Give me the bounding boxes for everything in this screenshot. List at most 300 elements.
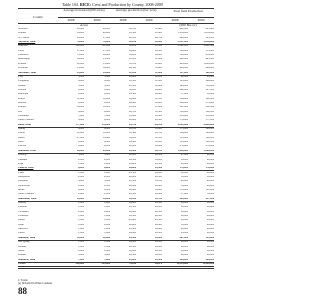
table-cell: 28,500 xyxy=(128,245,136,248)
table-cell: 29,000 xyxy=(128,210,136,213)
table-cell: 29,900 xyxy=(128,75,136,78)
table-cell: 1,256,000 xyxy=(203,32,214,35)
table-cell: 30,000 xyxy=(128,58,136,61)
table-cell: 2,000 xyxy=(104,158,110,161)
table-cell: 58,000 xyxy=(206,193,214,196)
table-cell: 4,000 xyxy=(78,188,84,191)
table-cell: 2,000 xyxy=(104,193,110,196)
county-name: Saline xyxy=(18,249,25,252)
table-cell: 11,424,000 xyxy=(202,262,214,265)
table-cell: 28,000 xyxy=(128,232,136,235)
table-row xyxy=(18,193,214,196)
table-cell: 508,000 xyxy=(179,49,188,52)
table-cell: 11,000 xyxy=(102,97,110,100)
district-total-row xyxy=(18,263,214,266)
table-cell: 90,000 xyxy=(206,254,214,257)
table-cell: 89,000 xyxy=(206,154,214,157)
production-units: (000 Bu./ac) xyxy=(179,23,197,27)
table-cell: 2,000 xyxy=(78,223,84,226)
table-cell: 4,000 xyxy=(78,141,84,144)
table-row xyxy=(18,37,214,40)
table-cell: 29,000 xyxy=(206,241,214,244)
table-row xyxy=(18,98,214,101)
table-cell: 6,000 xyxy=(104,167,110,170)
table-cell: 29,500 xyxy=(128,254,136,257)
table-cell: 29,000 xyxy=(206,171,214,174)
table-cell: 59,000 xyxy=(180,158,188,161)
county-name: Clay xyxy=(18,75,23,78)
table-cell: 28,000 xyxy=(128,202,136,204)
table-cell: 31,100 xyxy=(154,136,162,139)
table-cell: 10,000 xyxy=(102,106,110,109)
table-cell: 30,100 xyxy=(128,41,136,44)
table-cell: 3,000 xyxy=(104,180,110,183)
table-cell: 29,000 xyxy=(154,171,162,174)
county-name: Calhoun xyxy=(18,206,27,209)
table-cell: 465,000 xyxy=(205,58,214,61)
table-cell: 28,500 xyxy=(128,215,136,218)
county-name: St. Francis xyxy=(18,36,30,39)
table-cell: 1,000 xyxy=(104,162,110,165)
county-name: Cross xyxy=(18,49,24,52)
table-row xyxy=(18,154,214,157)
table-cell: 2,000 xyxy=(78,175,84,178)
table-cell: 29,500 xyxy=(154,258,162,261)
table-row xyxy=(18,145,214,148)
table-cell: 30,200 xyxy=(128,136,136,139)
table-cell: 30,900 xyxy=(154,62,162,65)
table-cell: 59,000 xyxy=(206,210,214,213)
table-cell: 89,000 xyxy=(180,180,188,183)
county-name: Hempstead xyxy=(18,175,30,178)
table-cell: 59,000 xyxy=(206,175,214,178)
production-group-header: Total field Production xyxy=(173,9,203,13)
table-cell: 1,000 xyxy=(78,215,84,218)
table-cell: 38,000 xyxy=(76,32,84,35)
table-cell: 10,000 xyxy=(76,106,84,109)
table-cell: 28,000 xyxy=(128,241,136,244)
table-cell: 1,000 xyxy=(104,219,110,222)
table-cell: 121,000 xyxy=(205,188,214,191)
county-name: Jackson xyxy=(18,88,27,91)
table-cell: 29,000 xyxy=(128,223,136,226)
table-cell: 122,000 xyxy=(205,110,214,113)
table-cell: 30,500 xyxy=(128,32,136,35)
table-cell: 118,000 xyxy=(179,141,188,144)
table-cell: 29,500 xyxy=(128,141,136,144)
table-cell: 513,000 xyxy=(179,136,188,139)
table-cell: 30,000 xyxy=(154,84,162,87)
table-cell: 4,000 xyxy=(104,110,110,113)
table-cell: 31,200 xyxy=(154,106,162,109)
table-cell: 1,000 xyxy=(78,232,84,235)
table-cell: 695,000 xyxy=(205,28,214,30)
district-total-row xyxy=(18,198,214,201)
table-row xyxy=(18,63,214,66)
table-cell: 9,000 xyxy=(78,145,84,148)
table-cell: 2,000 xyxy=(78,249,84,252)
county-name: Prairie xyxy=(18,97,25,100)
table-cell: 28,800 xyxy=(128,167,136,170)
county-name: Chicot xyxy=(18,132,25,135)
table-cell: 28,000 xyxy=(128,219,136,222)
table-cell: 162,000 xyxy=(205,71,214,74)
table-cell: 2,000 xyxy=(78,210,84,213)
table-cell: 3,000 xyxy=(78,75,84,78)
table-cell: 9,000 xyxy=(78,101,84,104)
table-cell: 57,000 xyxy=(180,93,188,96)
yield-group-header: Average production (bu/ acre) xyxy=(115,8,157,12)
table-cell: 29,900 xyxy=(154,54,162,57)
table-cell: 2,000 xyxy=(78,184,84,187)
table-cell: 29,700 xyxy=(128,110,136,113)
footnote-totals: 1/ Totals xyxy=(18,279,28,282)
table-cell: 2,000 xyxy=(78,93,84,96)
table-row xyxy=(18,128,214,131)
table-cell: 2,000 xyxy=(104,223,110,226)
county-name: Northern, Total xyxy=(18,41,36,44)
table-cell: 28,500 xyxy=(128,93,136,96)
table-cell: 2,000 xyxy=(104,249,110,252)
table-cell: 7,000 xyxy=(78,115,84,117)
table-cell: 8,000 xyxy=(104,88,110,91)
table-bottom-rule xyxy=(18,268,214,269)
table-cell: 1,000 xyxy=(78,219,84,222)
table-cell: 17,000 xyxy=(102,49,110,52)
table-cell: 9,000 xyxy=(104,101,110,104)
table-cell: 28,500 xyxy=(128,171,136,174)
county-name: Northeast, Total xyxy=(18,71,36,74)
year-header: 2009 xyxy=(197,18,205,22)
table-cell: 3,000 xyxy=(104,254,110,257)
table-cell: 29,000 xyxy=(128,184,136,187)
county-column-header: County xyxy=(33,15,43,19)
table-cell: 4,000 xyxy=(104,141,110,144)
table-row xyxy=(18,246,214,249)
table-cell: 59,000 xyxy=(206,249,214,252)
table-cell: 2,000 xyxy=(104,175,110,178)
table-cell: 2,000 xyxy=(104,210,110,213)
table-cell: 6,000 xyxy=(78,80,84,83)
county-name: Southeast, Total xyxy=(18,149,36,152)
page-number: 88 xyxy=(18,286,27,296)
table-cell: 29,500 xyxy=(128,84,136,87)
table-cell: 17,000 xyxy=(76,136,84,139)
table-row xyxy=(18,85,214,88)
table-row xyxy=(18,232,214,235)
table-cell: 29,000 xyxy=(206,202,214,204)
table-cell: 353,000 xyxy=(101,262,110,265)
table-cell: 79,000 xyxy=(102,41,110,44)
table-cell: 40,000 xyxy=(102,32,110,35)
table-cell: 29,500 xyxy=(128,67,136,70)
table-cell: 32,000 xyxy=(76,62,84,65)
table-cell: 28,500 xyxy=(128,206,136,209)
table-cell: 29,000 xyxy=(206,232,214,235)
table-cell: 1,000 xyxy=(78,206,84,209)
county-name: Union xyxy=(18,232,25,235)
table-cell: 301,000 xyxy=(179,106,188,109)
table-cell: 29,000 xyxy=(180,206,188,209)
county-name: Southern, Total xyxy=(18,236,36,239)
table-cell: 1,000 xyxy=(78,228,84,231)
table-row xyxy=(18,224,214,227)
table-cell: 30,000 xyxy=(154,128,162,131)
county-name: Crittenden xyxy=(18,115,29,117)
table-cell: 6,000 xyxy=(78,128,84,131)
table-cell: 26,100 xyxy=(154,123,162,126)
table-cell: 3,000 xyxy=(78,154,84,157)
district-total-row xyxy=(18,150,214,153)
table-cell: 174,000 xyxy=(179,167,188,170)
table-cell: 1,000 xyxy=(104,241,110,244)
table-cell: 204,000 xyxy=(179,258,188,261)
table-cell: 1,000 xyxy=(78,245,84,248)
table-cell: 393,000 xyxy=(179,54,188,57)
table-cell: 1,000 xyxy=(78,202,84,204)
table-cell: 90,000 xyxy=(206,180,214,183)
table-cell: 3,000 xyxy=(104,75,110,78)
table-cell: 443,000 xyxy=(179,67,188,70)
table-cell: 14,000 xyxy=(102,197,110,200)
county-name: Phillips xyxy=(18,106,26,109)
table-cell: 1,159,000 xyxy=(177,32,188,35)
county-name: Mississippi xyxy=(18,58,30,61)
table-cell: 29,500 xyxy=(154,119,162,122)
county-name: Woodruff xyxy=(18,67,28,70)
table-cell: 22,000 xyxy=(102,28,110,30)
county-name: Other Counties xyxy=(18,193,34,196)
table-cell: 30,900 xyxy=(154,145,162,148)
table-cell: 6,000 xyxy=(78,167,84,170)
table-cell: 30,100 xyxy=(154,180,162,183)
table-cell: 28,500 xyxy=(154,219,162,222)
county-name: STATE xyxy=(18,262,27,265)
table-cell: 14,000 xyxy=(102,71,110,74)
table-cell: 60,000 xyxy=(206,158,214,161)
table-row xyxy=(18,28,214,31)
district-total-row xyxy=(18,237,214,240)
acreage-group-header: Acreage harvested (000 acres) xyxy=(63,8,105,12)
table-row xyxy=(18,32,214,35)
table-row xyxy=(18,93,214,96)
county-name: Cleveland xyxy=(18,210,29,213)
table-cell: 29,500 xyxy=(154,154,162,157)
table-cell: 28,000 xyxy=(180,162,188,165)
table-cell: 963,000 xyxy=(179,62,188,65)
year-header: 2008 xyxy=(119,18,127,22)
table-cell: 1,440,000 xyxy=(177,149,188,152)
table-cell: 58,000 xyxy=(180,223,188,226)
table-cell: 30,200 xyxy=(154,188,162,191)
table-cell: 30,900 xyxy=(154,41,162,44)
table-cell: 28,500 xyxy=(154,202,162,204)
table-row xyxy=(18,132,214,135)
table-cell: 466,000 xyxy=(179,36,188,39)
footnote-other-counties: (a) Included in Other Counties xyxy=(18,282,53,285)
table-cell: 29,000 xyxy=(180,215,188,218)
table-cell: 177,000 xyxy=(75,123,84,126)
table-caption: Crest and Production by County, 2008-2009 xyxy=(92,2,163,7)
table-cell: 29,000 xyxy=(154,215,162,218)
table-cell: 30,000 xyxy=(128,145,136,148)
table-cell: 4,549,000 xyxy=(177,123,188,126)
table-cell: 1,000 xyxy=(104,232,110,235)
table-row xyxy=(18,228,214,231)
table-cell: 26,671 xyxy=(154,262,162,265)
table-cell: 31,600 xyxy=(154,28,162,30)
table-cell: 11,600 xyxy=(155,71,162,74)
table-cell: 29,900 xyxy=(128,149,136,152)
table-cell: 28,000 xyxy=(180,241,188,244)
district-total-row xyxy=(18,124,214,127)
year-header: 2008 xyxy=(67,18,75,22)
table-cell: 29,000 xyxy=(154,206,162,209)
table-cell: 1,000 xyxy=(78,241,84,244)
table-cell: 29,000 xyxy=(206,162,214,165)
table-cell: 29,000 xyxy=(206,206,214,209)
table-cell: 30,000 xyxy=(154,141,162,144)
county-name: Dallas xyxy=(18,219,25,222)
table-row xyxy=(18,202,214,205)
county-name: Lincoln xyxy=(18,145,27,148)
table-row xyxy=(18,58,214,61)
table-cell: 49,000 xyxy=(102,149,110,152)
table-cell: 7,000 xyxy=(104,258,110,261)
county-name: Pulaski xyxy=(18,254,26,257)
table-row xyxy=(18,250,214,253)
table-cell: 270,000 xyxy=(179,145,188,148)
table-cell: 312,000 xyxy=(205,106,214,109)
table-cell: 30,100 xyxy=(128,106,136,109)
table-cell: 183,000 xyxy=(179,80,188,83)
table-cell: 29,500 xyxy=(128,158,136,161)
table-row xyxy=(18,115,214,118)
table-cell: 4,000 xyxy=(78,110,84,113)
table-cell: 268,000 xyxy=(179,101,188,104)
county-name: Clark xyxy=(18,171,24,174)
table-cell: 73,059 xyxy=(128,262,136,265)
county-name: Drew xyxy=(18,141,24,144)
table-cell: 177,000 xyxy=(205,119,214,122)
table-cell: 58,000 xyxy=(180,175,188,178)
acreage-units: Acres xyxy=(80,23,88,27)
table-cell: 90,000 xyxy=(206,75,214,78)
table-cell: 31,000 xyxy=(154,45,162,48)
table-cell: 419,000 xyxy=(205,54,214,57)
table-cell: 6,000 xyxy=(78,119,84,122)
table-cell: 29,000 xyxy=(154,93,162,96)
county-name: Poinsett xyxy=(18,62,27,65)
table-cell: 10,000 xyxy=(102,236,110,239)
table-cell: 60,000 xyxy=(206,184,214,187)
table-cell: 275,000 xyxy=(205,101,214,104)
table-cell: 29,000 xyxy=(128,154,136,157)
table-cell: 7,000 xyxy=(78,258,84,261)
county-name: Ashley xyxy=(18,128,26,131)
table-cell: 342,000 xyxy=(205,97,214,100)
table-cell: 58,000 xyxy=(180,249,188,252)
table-cell: 29,000 xyxy=(206,215,214,218)
table-cell: 10,000 xyxy=(76,236,84,239)
table-row xyxy=(18,67,214,70)
table-cell: 30,600 xyxy=(154,101,162,104)
table-cell: 11,000 xyxy=(76,97,84,100)
table-cell: 119,000 xyxy=(179,110,188,113)
table-cell: 28,500 xyxy=(154,162,162,165)
county-name: Craighead xyxy=(18,80,29,83)
table-cell: 210,000 xyxy=(179,115,188,117)
county-name: Miller xyxy=(18,188,25,191)
table-row xyxy=(18,137,214,140)
table-cell: 29,900 xyxy=(128,49,136,52)
table-cell: 28,500 xyxy=(128,236,136,239)
table-cell: 28,000 xyxy=(128,162,136,165)
table-row xyxy=(18,241,214,244)
table-cell: 17,000 xyxy=(102,36,110,39)
table-cell: 28,000 xyxy=(180,202,188,204)
table-cell: 29,500 xyxy=(128,180,136,183)
table-cell: 58,000 xyxy=(180,184,188,187)
county-name: Hot Spring xyxy=(18,241,30,244)
table-cell: 89,000 xyxy=(180,254,188,257)
county-name: Southern, Total xyxy=(18,258,36,261)
county-name: Greene xyxy=(18,84,26,87)
table-cell: 15,000 xyxy=(102,58,110,61)
table-cell: 111,000 xyxy=(101,45,110,48)
table-cell: 30,700 xyxy=(154,149,162,152)
table-row xyxy=(18,219,214,222)
county-name: Little River xyxy=(18,184,31,187)
table-cell: 29,000 xyxy=(206,228,214,231)
table-cell: 13,000 xyxy=(76,54,84,57)
table-cell: 4,646,000 xyxy=(203,123,214,126)
table-cell: 216,000 xyxy=(205,115,214,117)
table-cell: 120,000 xyxy=(205,141,214,144)
table-cell: 30,200 xyxy=(128,88,136,91)
table-cell: 278,000 xyxy=(205,145,214,148)
county-name: Randolph xyxy=(18,93,29,96)
table-cell: 16,000 xyxy=(76,36,84,39)
table-cell: 31,000 xyxy=(154,80,162,83)
table-row xyxy=(18,172,214,175)
table-cell: 29,000 xyxy=(154,228,162,231)
table-cell: 31,000 xyxy=(154,58,162,61)
county-name: Monroe xyxy=(18,101,27,104)
table-row xyxy=(18,159,214,162)
table-cell: 33,000 xyxy=(102,62,110,65)
county-name: Grant xyxy=(18,223,24,226)
table-cell: 15,000 xyxy=(76,67,84,70)
table-cell: 1,000 xyxy=(78,171,84,174)
table-cell: 2,227,000 xyxy=(177,41,188,44)
table-row xyxy=(18,141,214,144)
table-cell: 18,000 xyxy=(102,136,110,139)
table-row xyxy=(18,89,214,92)
table-cell: 30,700 xyxy=(154,132,162,135)
table-cell: 29,100 xyxy=(128,128,136,131)
table-cell: 1,000 xyxy=(104,206,110,209)
table-cell: 20,000 xyxy=(76,28,84,30)
table-cell: 7,000 xyxy=(104,115,110,117)
table-cell: 2,000 xyxy=(104,93,110,96)
district-total-row xyxy=(18,41,214,44)
table-cell: 29,600 xyxy=(128,188,136,191)
table-cell: 14,000 xyxy=(76,197,84,200)
table-cell: 4,000 xyxy=(104,188,110,191)
table-cell: 30,300 xyxy=(154,49,162,52)
table-cell: 30,800 xyxy=(154,115,162,117)
